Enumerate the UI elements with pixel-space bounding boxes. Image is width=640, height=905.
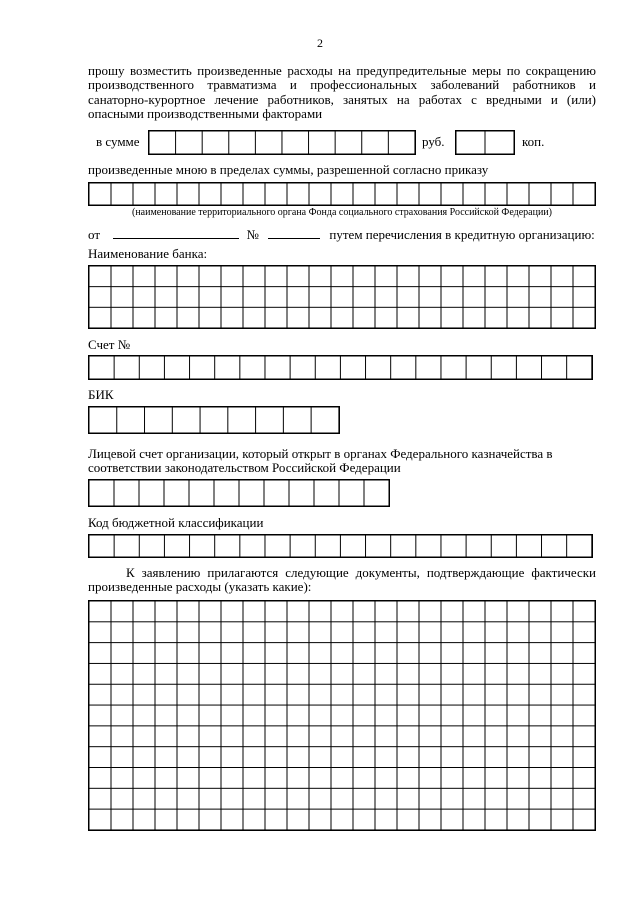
transfer-text: путем перечисления в кредитную организацию: xyxy=(329,227,595,242)
treasury-line: соответствии законодательством Российской Федерации xyxy=(88,460,401,475)
documents-field[interactable] xyxy=(88,600,596,831)
order-date-field[interactable] xyxy=(113,226,239,239)
intro-paragraph xyxy=(88,64,596,121)
org-caption: (наименование территориального органа Фонда социального страхования Российской Федерации) xyxy=(132,207,552,218)
permission-text: произведенные мною в пределах суммы, разрешенной согласно приказу xyxy=(88,162,489,177)
sum-rub-field[interactable] xyxy=(148,130,416,155)
bik-label: БИК xyxy=(88,387,114,402)
account-number-field[interactable] xyxy=(88,355,593,380)
territorial-organ-field[interactable] xyxy=(88,182,596,206)
documents-paragraph xyxy=(88,566,596,595)
from-label: от xyxy=(88,227,101,242)
intro-line: прошу возместить произведенные расходы на предупредительные меры по сокращению xyxy=(88,63,596,78)
treasury-account-field[interactable] xyxy=(88,479,390,507)
kbk-label: Код бюджетной классификации xyxy=(88,515,264,530)
intro-line: производственного травматизма и профессиональных заболеваний работников и xyxy=(88,77,596,93)
order-line xyxy=(88,226,595,243)
sum-label: в сумме xyxy=(96,134,140,149)
intro-line: санаторно-курортное лечение работников, занятых на работах с вредными и (или) xyxy=(88,91,596,107)
bik-field[interactable] xyxy=(88,406,340,434)
intro-line: опасными производственными факторами xyxy=(88,105,323,121)
documents-line: К заявлению прилагаются следующие документы, подтверждающие фактически xyxy=(126,565,596,580)
documents-line: произведенные расходы (указать какие): xyxy=(88,579,312,595)
rub-label: руб. xyxy=(422,134,445,149)
sum-kop-field[interactable] xyxy=(455,130,515,155)
kop-label: коп. xyxy=(522,134,545,149)
bank-name-label: Наименование банка: xyxy=(88,246,208,261)
order-number-field[interactable] xyxy=(268,226,320,239)
kbk-field[interactable] xyxy=(88,534,593,558)
treasury-line: Лицевой счет организации, который открыт в органах Федерального казначейства в xyxy=(88,446,553,461)
bank-name-field[interactable] xyxy=(88,265,596,329)
number-label: № xyxy=(246,227,259,242)
page-number: 2 xyxy=(317,36,323,50)
account-label: Счет № xyxy=(88,337,131,352)
